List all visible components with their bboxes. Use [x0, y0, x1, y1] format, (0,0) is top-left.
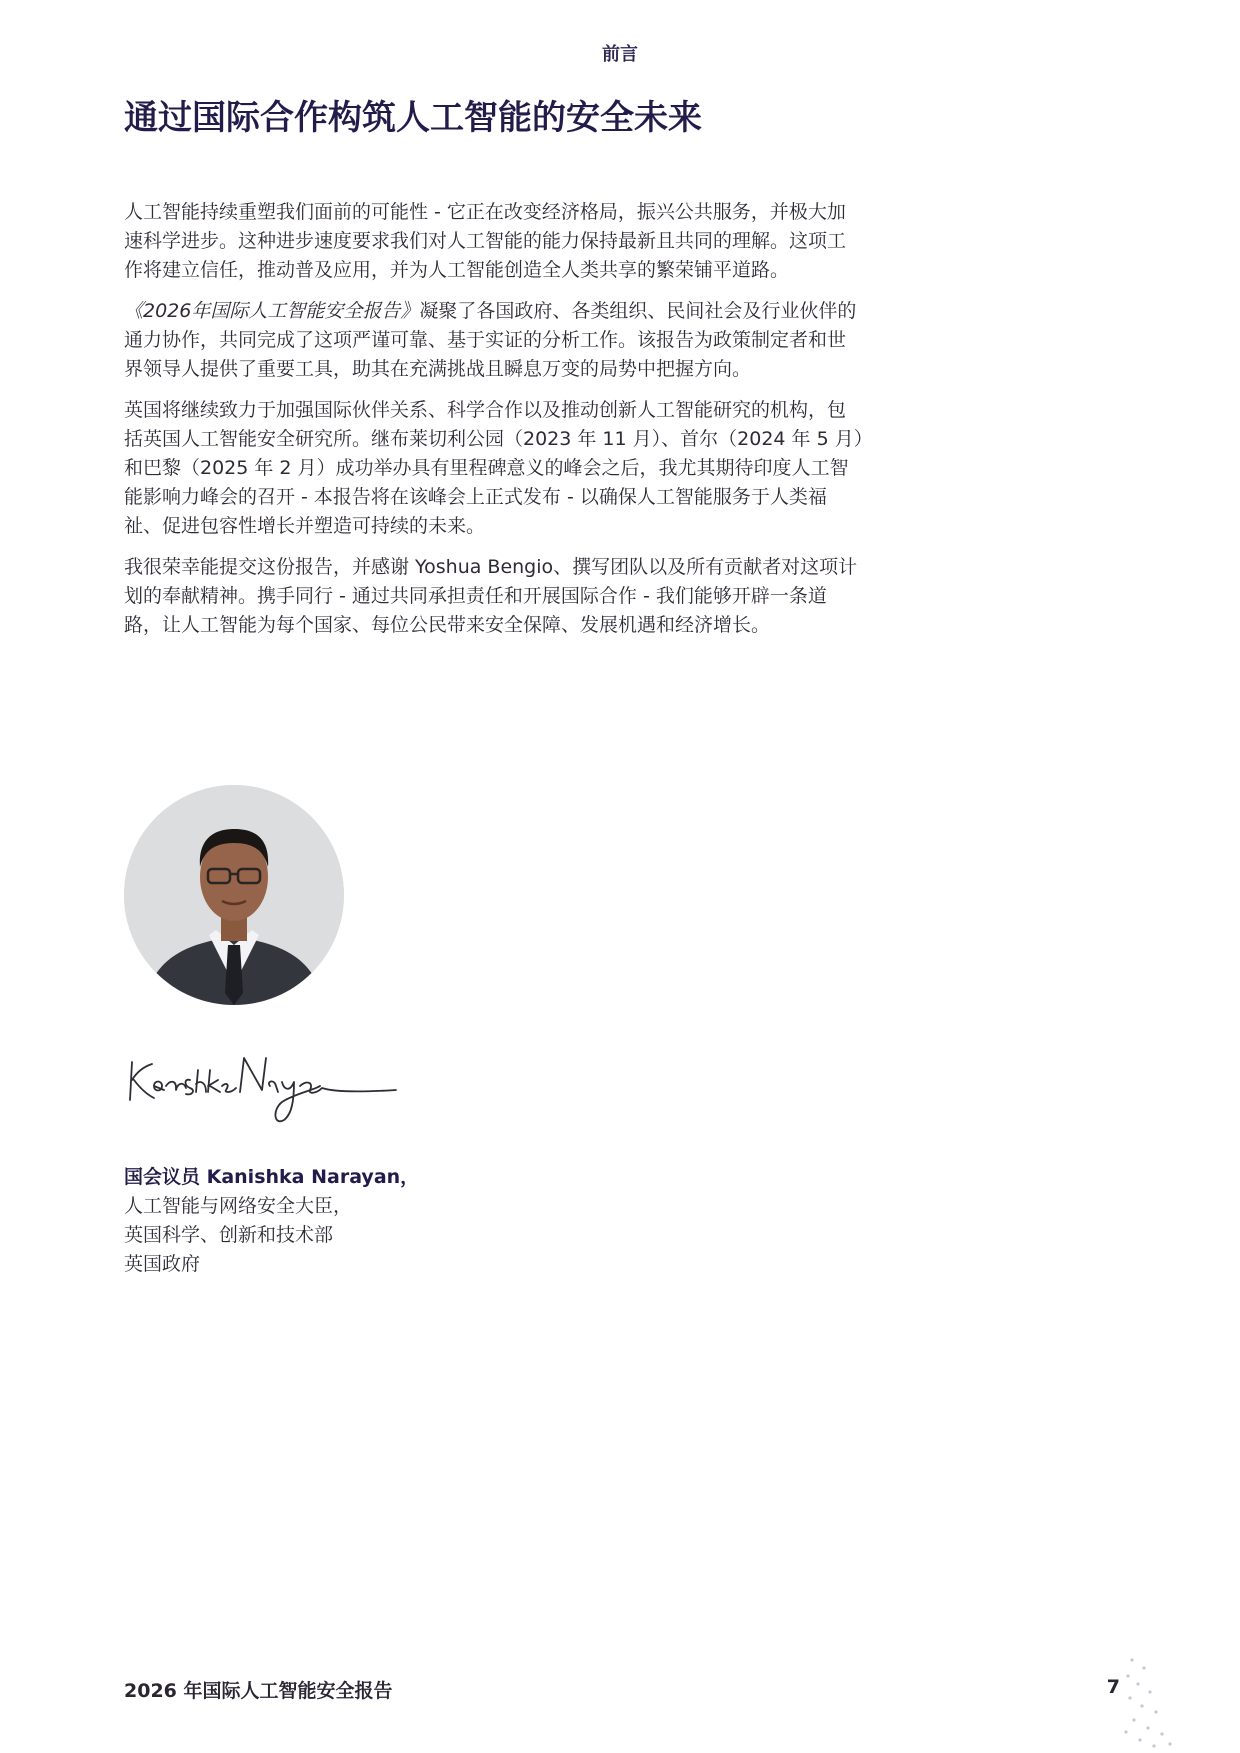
paragraph-1: 人工智能持续重塑我们面前的可能性 - 它正在改变经济格局，振兴公共服务，并极大加速科学进步。这种进步速度要求我们对人工智能的能力保持最新且共同的理解。这项工作将建立信任，推动普及应用，并为人工智能创造全人类共享的繁荣铺平道路。	[124, 201, 847, 281]
paragraph-3: 英国将继续致力于加强国际伙伴关系、科学合作以及推动创新人工智能研究的机构，包括英国人工智能安全研究所。继布莱切利公园（2023 年 11 月）、首尔（2024 年 5 月）和巴黎（2025 年 2 月）成功举办具有里程碑意义的峰会之后，我尤其期待印度人工智能影响力峰会的召开 - 本报告将在该峰会上正式发布 - 以确保人工智能服务于人类福祉、促进包容性增长并塑造可持续的未来。	[124, 399, 864, 537]
paragraph-2-text: 凝聚了各国政府、各类组织、民间社会及行业伙伴的通力协作，共同完成了这项严谨可靠、基于实证的分析工作。该报告为政策制定者和世界领导人提供了重要工具，助其在充满挑战且瞬息万变的局势中把握方向。	[124, 300, 857, 380]
signatory-department: 英国科学、创新和技术部	[124, 1224, 334, 1246]
portrait-photo	[124, 785, 344, 1005]
footer-report-title: 2026 年国际人工智能安全报告	[124, 1680, 393, 1702]
body-text	[124, 198, 864, 652]
signatory-name: 国会议员 Kanishka Narayan，	[124, 1166, 420, 1188]
paragraph-2	[124, 297, 864, 384]
decorative-dots-icon	[1120, 1640, 1190, 1753]
person-portrait-icon	[124, 785, 344, 1005]
signature-image	[124, 1040, 404, 1130]
signatory-block	[124, 1163, 724, 1279]
signatory-government: 英国政府	[124, 1253, 201, 1275]
paragraph-4: 我很荣幸能提交这份报告，并感谢 Yoshua Bengio、撰写团队以及所有贡献者对这项计划的奉献精神。携手同行 - 通过共同承担责任和开展国际合作 - 我们能够开辟一条道路，让人工智能为每个国家、每位公民带来安全保障、发展机遇和经济增长。	[124, 556, 858, 636]
section-label: 前言	[602, 44, 638, 65]
page-title: 通过国际合作构筑人工智能的安全未来	[124, 98, 702, 138]
page-number: 7	[1106, 1676, 1120, 1698]
report-name: 《2026年国际人工智能安全报告》	[124, 300, 420, 322]
signatory-role: 人工智能与网络安全大臣，	[124, 1195, 353, 1217]
